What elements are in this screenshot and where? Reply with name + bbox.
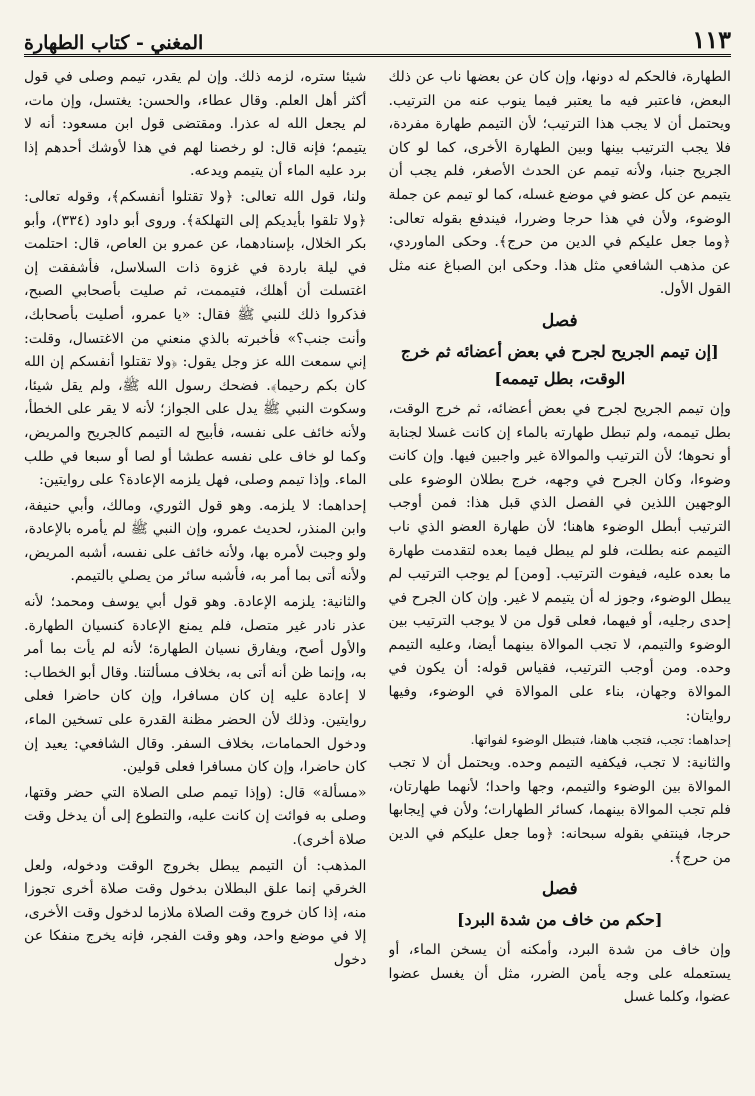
- title-separator: -: [129, 32, 151, 54]
- paragraph: المذهب: أن التيمم يبطل بخروج الوقت ودخوله، ولعل الخرقي إنما علق البطلان بدخول وقت صلاة أخرى تجوزا منه، إذا كان خروج وقت الصلاة ملازما لدخول وقت الأخرى، إلا في موضع واحد، وهو وقت الفجر، فإنه يخرج منفكا عن دخول: [24, 857, 367, 968]
- paragraph: الطهارة، فالحكم له دونها، وإن كان عن بعضها ناب عن ذلك البعض، فاعتبر فيه ما يعتبر فيما ينوب عنه من الترتيب. ويحتمل أن لا يجب هذا الترتيب؛ لأن التيمم طهارة مفردة، فلا يجب الترتيب بينها وبين الطهارة الأخرى، كما لو كان الجريح جنبا، ولأنه تيمم عن الحدث الأصغر، فلم يجب أن يتيمم عن كل عضو في موضع غسله، كما لو تيمم عن جملة الوضوء، ولأن في هذا حرجا وضررا، فيندفع بقوله تعالى: ﴿وما جعل عليكم في الدين من حرج﴾. وحكى الماوردي، عن مذهب الشافعي مثل هذا. وحكى ابن الصباغ عنه مثل القول الأول.: [388, 69, 731, 298]
- paragraph: وإن خاف من شدة البرد، وأمكنه أن يسخن الماء، أو يستعمله على وجه يأمن الضرر، مثل أن يغسل عضوا عضوا، وكلما غسل: [388, 942, 731, 1006]
- paragraph: شيئا ستره، لزمه ذلك. وإن لم يقدر، تيمم وصلى في قول أكثر أهل العلم. وقال عطاء، والحسن: يغتسل، وإن مات، لم يجعل الله له عذرا. ومقتضى قول ابن مسعود: أنه لا يتيمم؛ فإنه قال: لو رخصنا لهم في هذا لأوشك أحدهم إذا برد عليه الماء أن يتيمم ويدعه.: [24, 69, 367, 180]
- section-subheading: [حكم من خاف من شدة البرد]: [456, 910, 663, 930]
- paragraph: والثانية: لا تجب، فيكفيه التيمم وحده. ويحتمل أن لا تجب الموالاة بين الوضوء والتيمم، وجها واحدا؛ لأنهما طهارتان، فلم تجب الموالاة بينهما، كسائر الطهارات؛ ولأن في إيجابها حرجا، فينتفي بقوله سبحانه: ﴿وما جعل عليكم في الدين من حرج﴾.: [388, 755, 731, 866]
- paragraph: ولنا، قول الله تعالى: ﴿ولا تقتلوا أنفسكم﴾، وقوله تعالى: ﴿ولا تلقوا بأيديكم إلى التهلكة﴾. وروى أبو داود (٣٣٤)، وأبو بكر الخلال، بإسنادهما، عن عمرو بن العاص، قال: احتلمت في ليلة باردة في غزوة ذات السلاسل، فأشفقت إن اغتسلت أن أهلك، فتيممت، ثم صليت بأصحابي الصبح، فذكروا ذلك للنبي ﷺ فقال: «يا عمرو، أصليت بأصحابك، وأنت جنب؟» فأخبرته بالذي منعني من الاغتسال، وقلت: إني سمعت الله عز وجل يقول: ﴿ولا تقتلوا أنفسكم إن الله كان بكم رحيما﴾. فضحك رسول الله ﷺ، ولم يقل شيئا، وسكوت النبي ﷺ يدل على الجواز؛ لأنه لا يقر على الخطأ، ولأنه خائف على نفسه، فأبيح له التيمم كالجريح والمريض، وكما لو خاف على نفسه عطشا أو لصا أو سبعا في طلب الماء. وإذا تيمم وصلى، فهل يلزمه الإعادة؟ على روايتين:: [24, 188, 367, 489]
- chapter-title: كتاب الطهارة: [24, 32, 130, 54]
- right-column: [389, 66, 732, 1086]
- paragraph: إحداهما: تجب، فتجب هاهنا، فتبطل الوضوء لفواتها.: [470, 732, 731, 748]
- paragraph: والثانية: يلزمه الإعادة. وهو قول أبي يوسف ومحمد؛ لأنه عذر نادر غير متصل، فلم يمنع الإعادة كنسيان الطهارة. والأول أصح، ويفارق نسيان الطهارة؛ لأنه لم يأت بما أمر به، وإنما ظن أنه أتى به، بخلاف مسألتنا. وقال أبو الخطاب: لا إعادة عليه إن كان مسافرا، وإن كان حاضرا فعلى روايتين. وذلك لأن الحضر مظنة القدرة على تسخين الماء، ودخول الحمامات، بخلاف السفر. وقال الشافعي: يعيد إن كان حاضرا، وإن كان مسافرا فعلى قولين.: [24, 594, 367, 776]
- running-title: [24, 32, 203, 54]
- text-columns: [24, 66, 731, 1086]
- section-subheading: [إن تيمم الجريح لجرح في بعض أعضائه ثم خرج الوقت، بطل تيممه]: [400, 341, 719, 388]
- left-column: [24, 66, 367, 1086]
- section-heading: فصل: [541, 879, 578, 900]
- section-heading: فصل: [541, 310, 578, 331]
- page-number: ١١٣: [692, 25, 731, 54]
- page-header: [24, 10, 731, 57]
- paragraph: وإن تيمم الجريح لجرح في بعض أعضائه، ثم خرج الوقت، بطل تيممه، ولم تبطل طهارته بالماء إن كانت غسلا لجنابة أو نحوها؛ لأن الترتيب والموالاة غير واجبين فيها. وإن كانت وضوءا، وكان الجرح في وجهه، خرج بطلان الوضوء على الوجهين اللذين في الفصل الذي قبل هذا: فمن أوجب الترتيب أبطل الوضوء هاهنا؛ لأن طهارة العضو الذي ناب التيمم عنه بطلت، فلو لم يبطل فيما بعده لتقدمت طهارة ما بعده عليه، فيفوت الترتيب. [ومن] لم يوجب الترتيب لم يبطل الوضوء، وجوز له أن يتيمم لا غير. وإن كان الجرح في إحدى رجليه، أو فيهما، فعلى قول من لا يوجب الترتيب بين الوضوء والتيمم، لا تجب الموالاة بينهما أيضا، وعليه التيمم وحده. ومن أوجب الترتيب، فقياس قوله: أن يكون في الموالاة وجهان، بناء على الموالاة في الوضوء، وفيها روايتان:: [388, 400, 731, 724]
- book-title: المغني: [150, 32, 204, 54]
- paragraph: «مسألة» قال: (وإذا تيمم صلى الصلاة التي حضر وقتها، وصلى به فوائت إن كانت عليه، والتطوع إلى أن يدخل وقت صلاة أخرى).: [24, 784, 367, 848]
- paragraph: إحداهما: لا يلزمه. وهو قول الثوري، ومالك، وأبي حنيفة، وابن المنذر، لحديث عمرو، وإن النبي ﷺ لم يأمره بالإعادة، ولو وجبت لأمره بها، ولأنه خائف على نفسه، أشبه المريض، ولأنه أتى بما أمر به، فأشبه سائر من يصلي بالتيمم.: [24, 497, 367, 585]
